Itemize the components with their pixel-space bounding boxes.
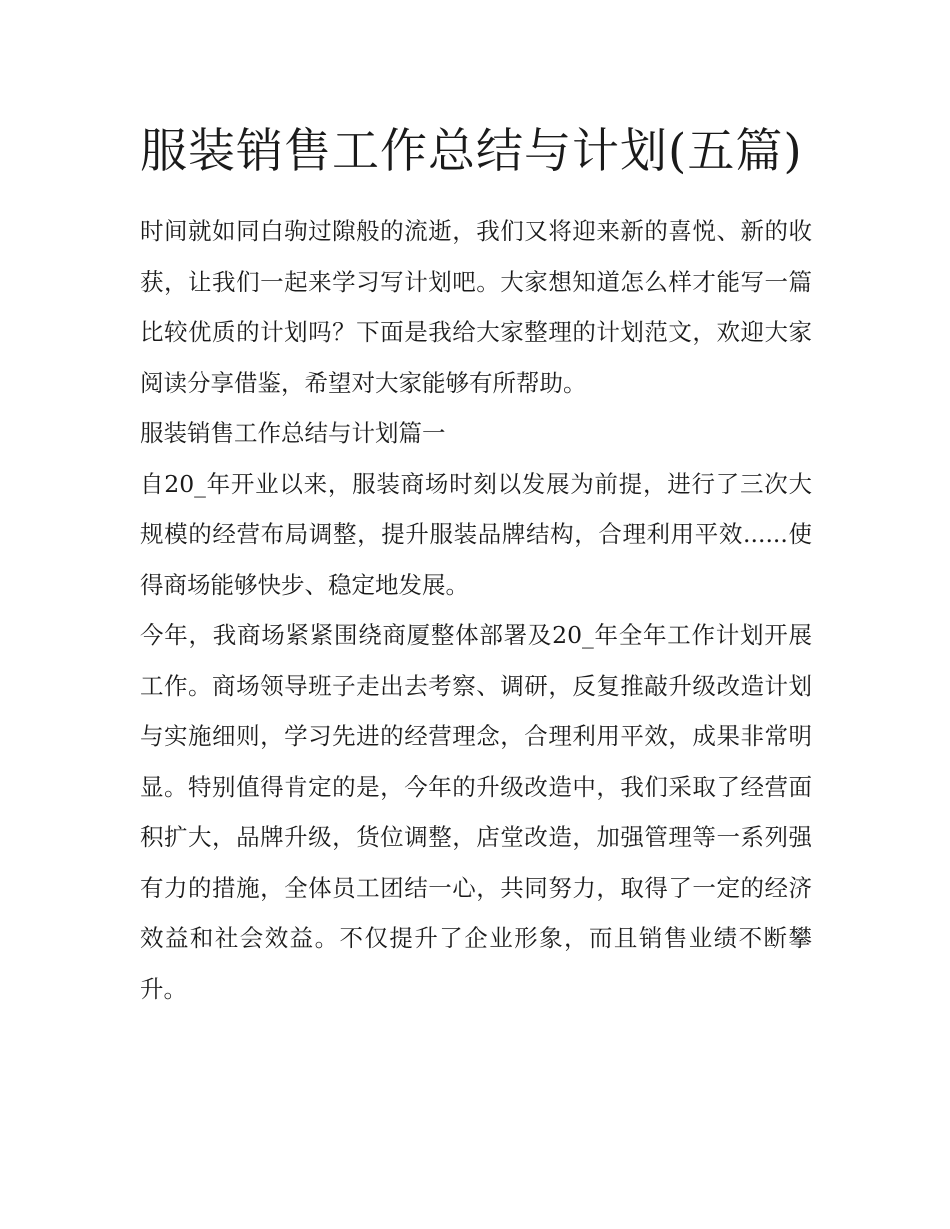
body-paragraph-1: 自20_年开业以来，服装商场时刻以发展为前提，进行了三次大规模的经营布局调整，提升服装品牌结构，合理利用平效......使得商场能够快步、稳定地发展。 [140, 469, 812, 599]
body-paragraph-2: 今年，我商场紧紧围绕商厦整体部署及20_年全年工作计划开展工作。商场领导班子走出去考察、调研，反复推敲升级改造计划与实施细则，学习先进的经营理念，合理利用平效，成果非常明显。特别值得肯定的是，今年的升级改造中，我们采取了经营面积扩大，品牌升级，货位调整，店堂改造，加强管理等一系列强有力的措施，全体员工团结一心，共同努力，取得了一定的经济效益和社会效益。不仅提升了企业形象，而且销售业绩不断攀升。 [140, 621, 812, 1003]
document-title: 服装销售工作总结与计划(五篇) [140, 124, 803, 179]
section-heading: 服装销售工作总结与计划篇一 [140, 419, 446, 447]
document-page [140, 112, 812, 1014]
intro-paragraph: 时间就如同白驹过隙般的流逝，我们又将迎来新的喜悦、新的收获，让我们一起来学习写计划吧。大家想知道怎么样才能写一篇比较优质的计划吗？下面是我给大家整理的计划范文，欢迎大家阅读分享借鉴，希望对大家能够有所帮助。 [140, 217, 812, 397]
